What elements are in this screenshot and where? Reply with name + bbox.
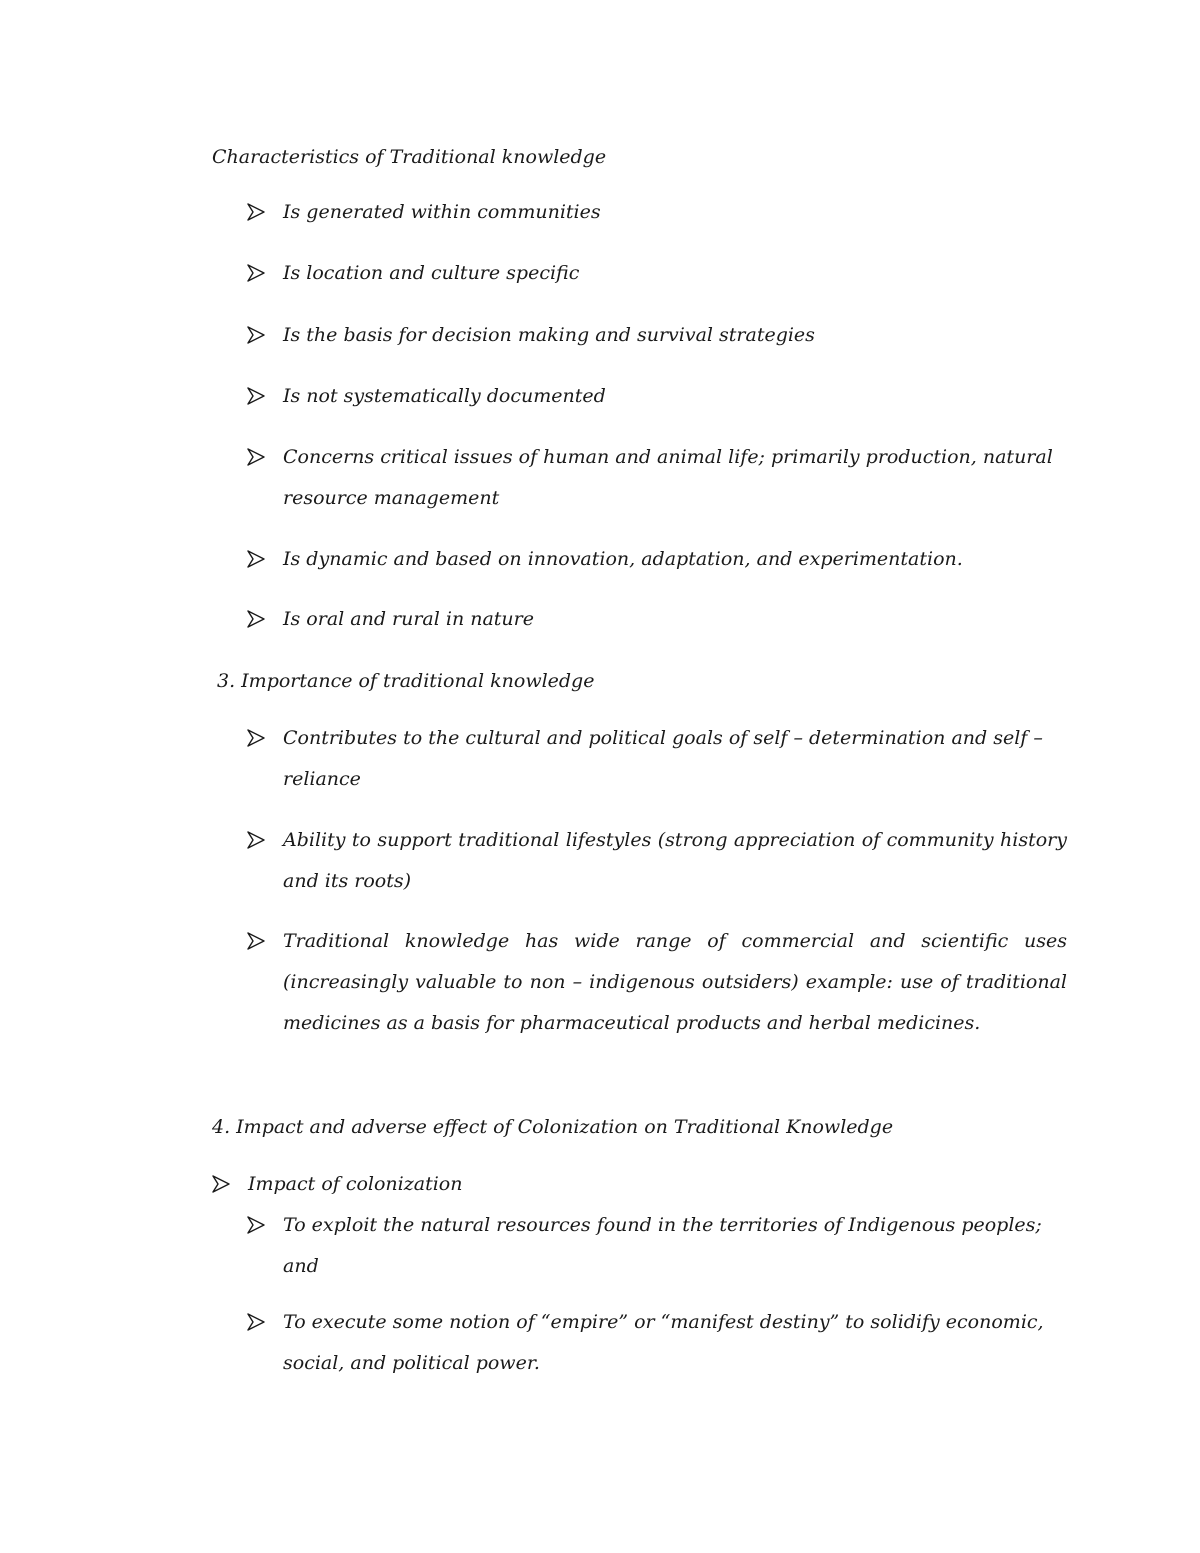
arrowhead-bullet-icon [247,447,265,467]
list-item [247,1205,1067,1287]
arrowhead-bullet-icon [247,1215,265,1235]
list-item [247,376,1067,417]
heading-colonization: 4. Impact and adverse effect of Colonization on Traditional Knowledge [212,1116,894,1138]
list-item [212,1164,1032,1205]
heading-characteristics: Characteristics of Traditional knowledge [212,146,607,168]
list-item [247,315,1067,356]
list-item [247,820,1067,902]
arrowhead-bullet-icon [247,830,265,850]
list-item-text: Is oral and rural in nature [283,608,534,630]
list-item [247,599,1067,640]
arrowhead-bullet-icon [247,1312,265,1332]
list-item-text: Is not systematically documented [283,385,606,407]
list-item [247,253,1067,294]
list-item [247,1302,1067,1384]
list-item-text: Traditional knowledge has wide range of commercial and scientific uses (increasingly valuable to non – indigenous outsiders) example: use of traditional medicines as a basis for pharmaceutical products and herbal medicines. [283,930,1067,1034]
arrowhead-bullet-icon [247,386,265,406]
list-item-text: Concerns critical issues of human and animal life; primarily production, natural resource management [283,446,1053,509]
arrowhead-bullet-icon [247,202,265,222]
list-item-text: To exploit the natural resources found in the territories of Indigenous peoples; and [283,1214,1042,1277]
heading-importance: 3. Importance of traditional knowledge [217,670,595,692]
list-item [247,921,1067,1044]
list-item-text: Is location and culture specific [283,262,580,284]
arrowhead-bullet-icon [247,549,265,569]
arrowhead-bullet-icon [247,325,265,345]
arrowhead-bullet-icon [247,728,265,748]
list-item-text: Contributes to the cultural and political goals of self – determination and self – reliance [283,727,1043,790]
list-item-text: Impact of colonization [248,1173,463,1195]
arrowhead-bullet-icon [247,931,265,951]
list-item-text: Is generated within communities [283,201,601,223]
list-item [247,192,1067,233]
list-item [247,718,1067,800]
list-item-text: Is dynamic and based on innovation, adaptation, and experimentation. [283,548,963,570]
list-item [247,539,1067,580]
arrowhead-bullet-icon [247,263,265,283]
list-item-text: To execute some notion of “empire” or “manifest destiny” to solidify economic, social, and political power. [283,1311,1044,1374]
arrowhead-bullet-icon [247,609,265,629]
arrowhead-bullet-icon [212,1174,230,1194]
list-item-text: Is the basis for decision making and survival strategies [283,324,815,346]
list-item [247,437,1067,519]
list-item-text: Ability to support traditional lifestyles (strong appreciation of community history and its roots) [283,829,1067,892]
